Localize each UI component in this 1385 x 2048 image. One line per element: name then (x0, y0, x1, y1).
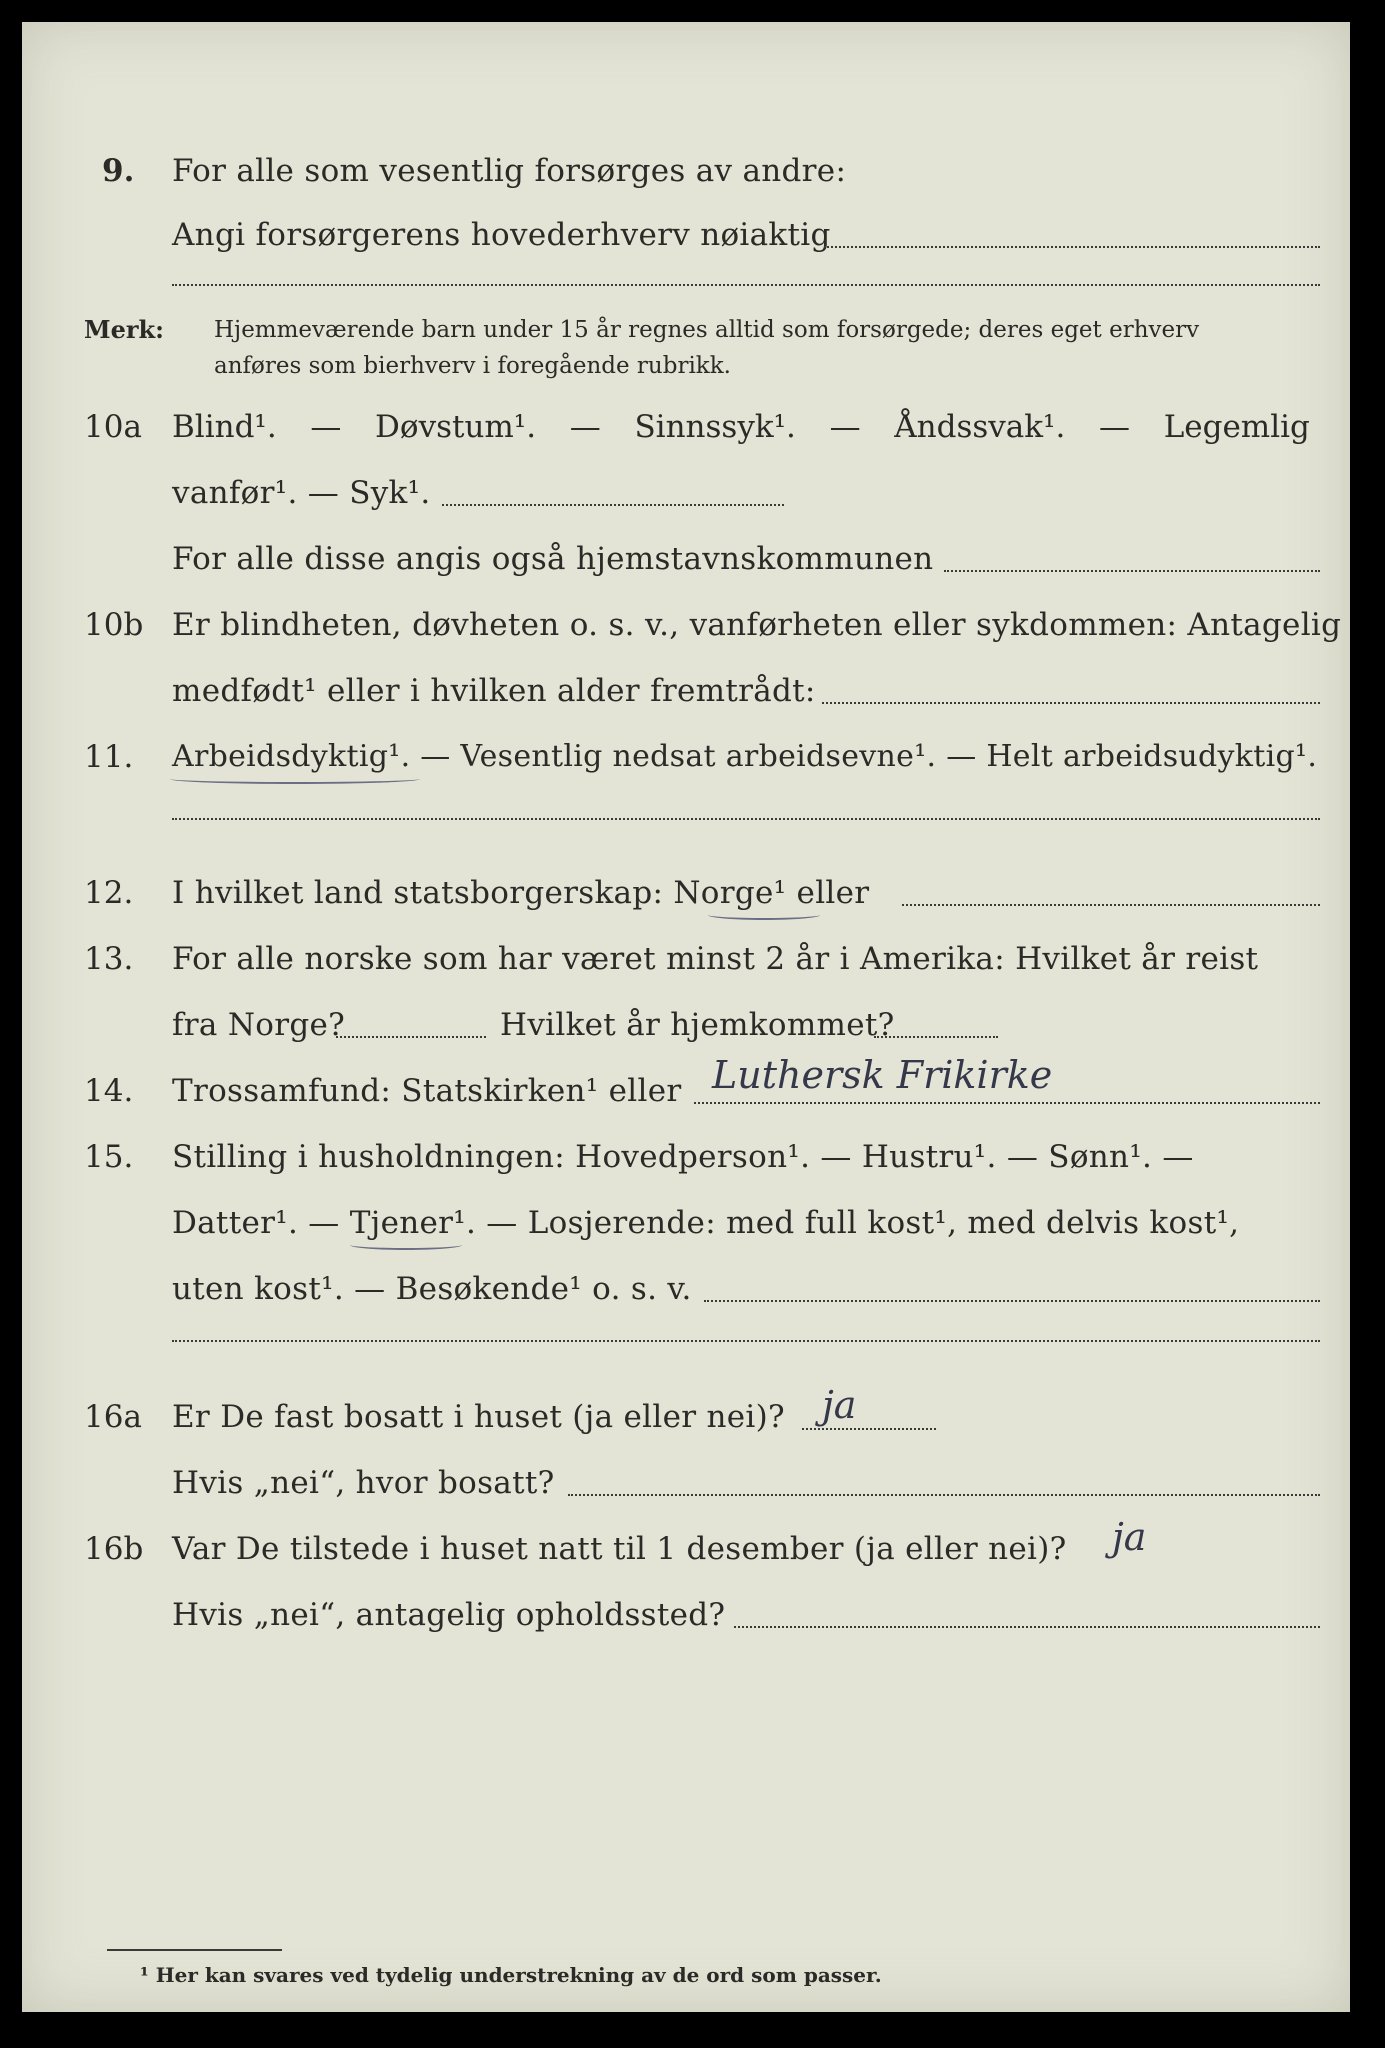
q10a-row2 (22, 470, 1350, 516)
q9-row2 (22, 212, 1350, 258)
q15-row3 (22, 1266, 1350, 1312)
q15-line3: uten kost¹. — Besøkende¹ o. s. v. (172, 1271, 692, 1307)
q14-number: 14. (84, 1073, 134, 1109)
q10a-dash3: — (829, 409, 861, 445)
q10a-legemlig: Legemlig (1163, 409, 1310, 445)
q10a-dash4: — (1099, 409, 1131, 445)
q15-answer-line (172, 1340, 1320, 1342)
q12-row (22, 870, 1350, 916)
q10b-line2: medfødt¹ eller i hvilken alder fremtrådt: (172, 673, 816, 709)
q13-line1: For alle norske som har været minst 2 år i Amerika: Hvilket år reist (172, 941, 1259, 977)
q13-number: 13. (84, 941, 134, 977)
q14-row (22, 1068, 1350, 1114)
q10b-line1: Er blindheten, døvheten o. s. v., vanførheten eller sykdommen: Antagelig (172, 607, 1342, 643)
q11-number: 11. (84, 739, 134, 775)
q14-fill-line (694, 1102, 1320, 1104)
census-form-page (22, 22, 1350, 2012)
q10a-row (22, 404, 1350, 450)
q12-number: 12. (84, 875, 134, 911)
q13-line2a: fra Norge? (172, 1007, 346, 1043)
q16a-line1: Er De fast bosatt i huset (ja eller nei)? (172, 1399, 785, 1435)
q10a-fill-line2 (944, 570, 1320, 572)
merk-line1: Hjemmeværende barn under 15 år regnes alltid som forsørgede; deres eget erhverv (214, 317, 1200, 343)
q11-line1: Arbeidsdyktig¹. — Vesentlig nedsat arbeidsevne¹. — Helt arbeidsudyktig¹. (172, 739, 1318, 774)
q10a-dash1: — (310, 409, 342, 445)
q16a-number: 16a (84, 1399, 142, 1435)
q10b-number: 10b (84, 607, 144, 643)
q10a-andssvak: Åndssvak¹. (894, 409, 1066, 445)
q11-handwritten-underline (170, 774, 420, 784)
q10a-row3 (22, 536, 1350, 582)
footnote-rule (107, 1949, 282, 1951)
q10b-fill-line (822, 702, 1320, 704)
q16a-line2: Hvis „nei“, hvor bosatt? (172, 1465, 555, 1501)
q16b-row2 (22, 1592, 1350, 1638)
q16a-handwritten-answer: ja (822, 1383, 857, 1427)
q16b-line2: Hvis „nei“, antagelig opholdssted? (172, 1597, 726, 1633)
q16a-row2 (22, 1460, 1350, 1506)
q9-line1: For alle som vesentlig forsørges av andre: (172, 153, 847, 189)
q13-row (22, 936, 1350, 982)
q9-line2: Angi forsørgerens hovederhverv nøiaktig (172, 217, 831, 253)
q14-line1: Trossamfund: Statskirken¹ eller (172, 1073, 682, 1109)
q15-row2 (22, 1200, 1350, 1246)
q13-fill-hjemkommet (874, 1036, 998, 1038)
q12-handwritten-underline (708, 910, 820, 920)
q9-answer-line (172, 284, 1320, 286)
q10a-line1 (172, 404, 1310, 450)
q14-handwritten-answer: Luthersk Frikirke (712, 1053, 1053, 1097)
footnote: ¹ Her kan svares ved tydelig understrekning av de ord som passer. (140, 1963, 882, 1987)
q16b-number: 16b (84, 1531, 144, 1567)
q16a-fill-line2 (568, 1494, 1320, 1496)
q13-line2b: Hvilket år hjemkommet? (500, 1007, 895, 1043)
q16b-handwritten-answer: ja (1112, 1515, 1147, 1559)
q12-line1: I hvilket land statsborgerskap: Norge¹ eller (172, 875, 870, 911)
merk-line2: anføres som bierhverv i foregående rubrikk. (214, 353, 731, 379)
q10b-row2 (22, 668, 1350, 714)
q10a-fill-line1 (442, 504, 784, 506)
q10b-row (22, 602, 1350, 648)
q10a-number: 10a (84, 409, 142, 445)
q10a-dash2: — (569, 409, 601, 445)
q16b-line1: Var De tilstede i huset natt til 1 desember (ja eller nei)? (172, 1531, 1067, 1567)
q12-fill-line (902, 904, 1320, 906)
q15-fill-line (704, 1300, 1320, 1302)
q13-row2 (22, 1002, 1350, 1048)
q15-row (22, 1134, 1350, 1180)
q10a-sinnssyk: Sinnssyk¹. (634, 409, 796, 445)
q9-fill-line (824, 246, 1320, 248)
q16a-row (22, 1394, 1350, 1440)
q10a-dovstum: Døvstum¹. (375, 409, 537, 445)
q15-line1: Stilling i husholdningen: Hovedperson¹. — Hustru¹. — Sønn¹. — (172, 1139, 1194, 1175)
q10a-blind: Blind¹. (172, 409, 277, 445)
q9-row (22, 148, 1350, 194)
q16b-fill-line (734, 1626, 1320, 1628)
q15-number: 15. (84, 1139, 134, 1175)
q10a-line2: vanfør¹. — Syk¹. (172, 475, 431, 511)
q15-handwritten-underline (350, 1240, 462, 1250)
q16b-row (22, 1526, 1350, 1572)
q16a-fill-line1 (802, 1428, 936, 1430)
q15-line2: Datter¹. — Tjener¹. — Losjerende: med full kost¹, med delvis kost¹, (172, 1205, 1240, 1241)
q9-number: 9. (102, 153, 135, 189)
q11-answer-line (172, 818, 1320, 820)
q13-fill-reist (336, 1036, 486, 1038)
q10a-line3: For alle disse angis også hjemstavnskommunen (172, 541, 934, 577)
merk-label: Merk: (84, 315, 164, 344)
